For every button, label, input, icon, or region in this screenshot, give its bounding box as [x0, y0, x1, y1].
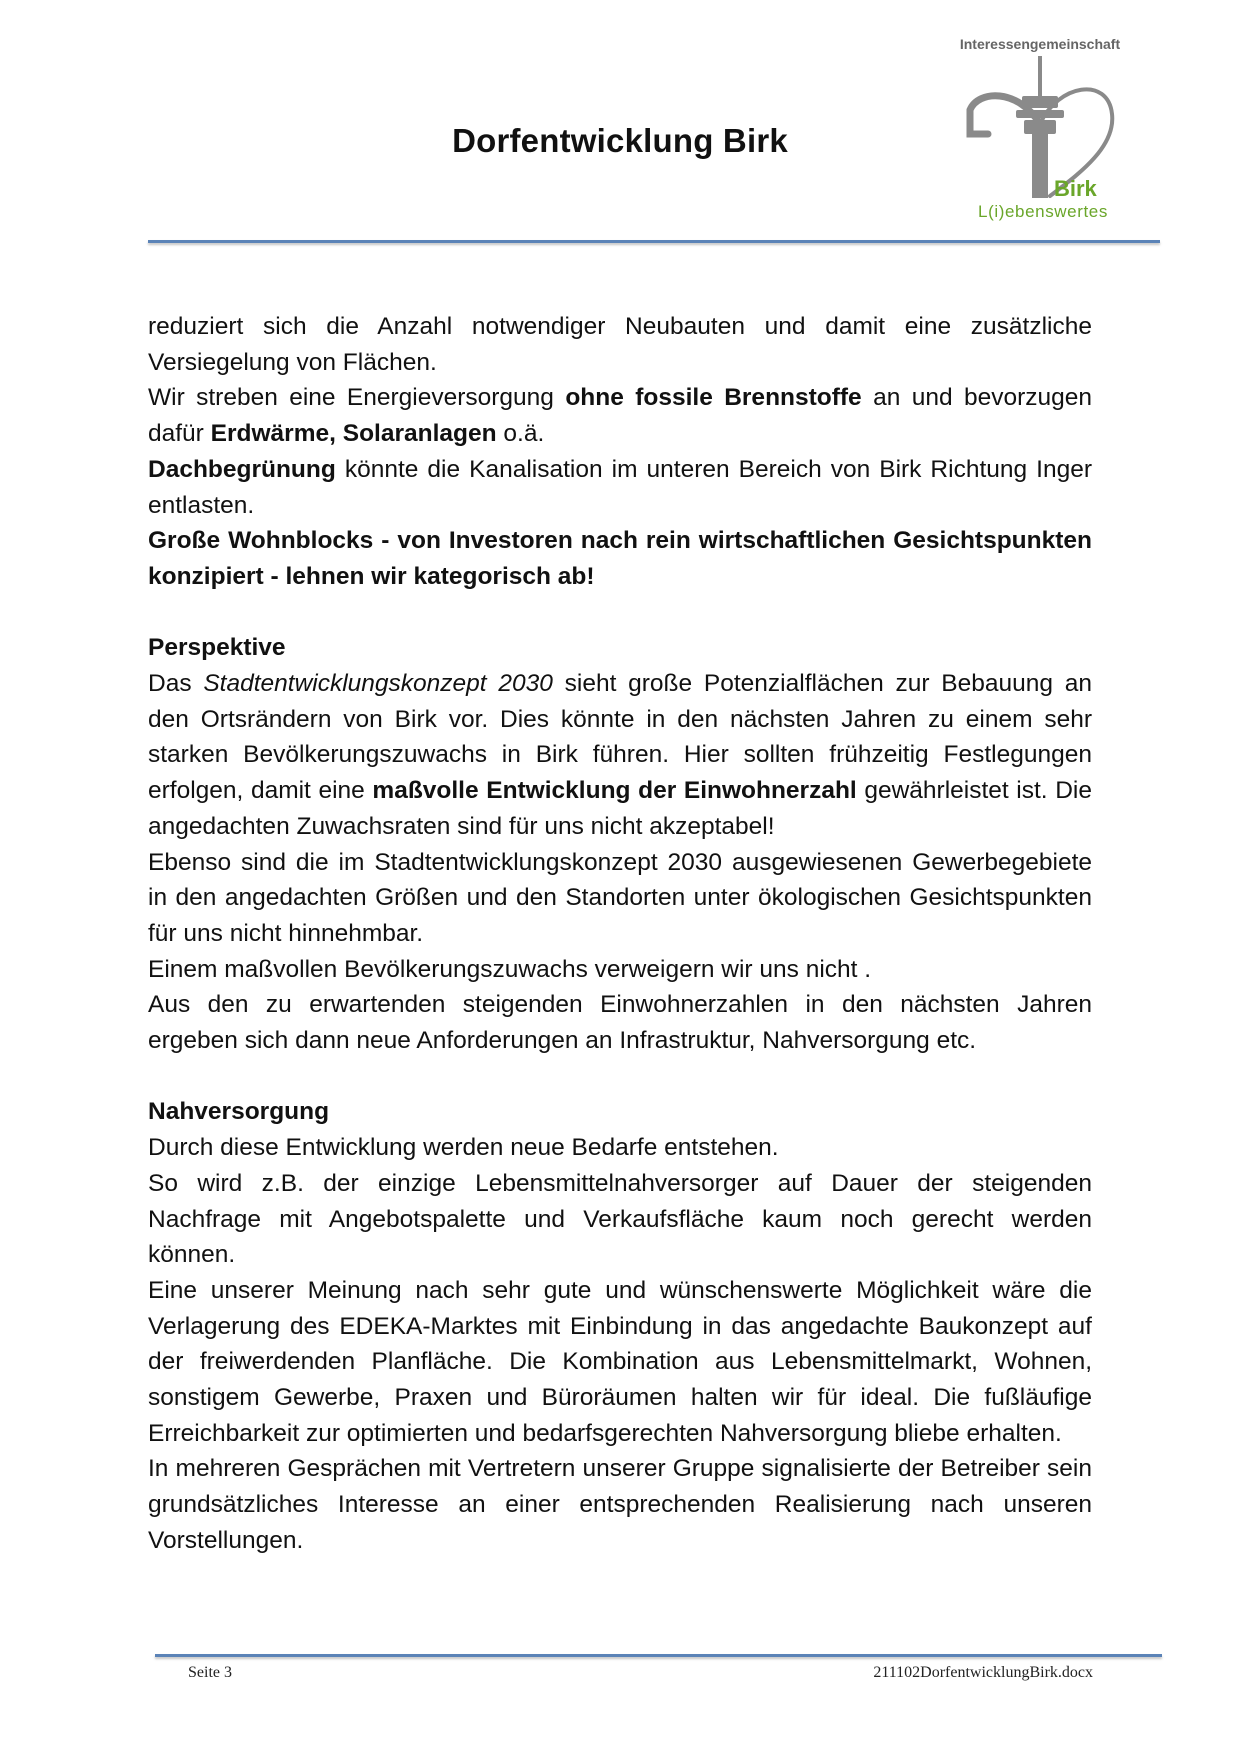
ig-birk-logo — [958, 28, 1122, 224]
tower-heart-icon — [958, 28, 1122, 224]
spacer — [148, 595, 1092, 631]
logo-birk-text: Birk — [1054, 176, 1097, 201]
paragraph: Wir streben eine Energieversorgung ohne fossile Brennstoffe an und bevorzugen dafür Erdwärme, Solaranlagen o.ä. — [148, 384, 1092, 448]
paragraph: In mehreren Gesprächen mit Vertretern unserer Gruppe signalisierte der Betreiber sein grundsätzliches Interesse an einer entsprechenden Realisierung nach unseren Vorstellungen. — [148, 1455, 1092, 1554]
header-divider — [148, 240, 1160, 243]
paragraph: Das Stadtentwicklungskonzept 2030 sieht große Potenzialflächen zur Bebauung an den Ortsrändern von Birk vor. Dies könnte in den nächsten Jahren zu einem sehr starken Bevölkerungszuwachs in Birk führen. Hier sollten frühzeitig Festlegungen erfolgen, damit eine maßvolle Entwicklung der Einwohnerzahl gewährleistet ist. Die angedachten Zuwachsraten sind für uns nicht akzeptabel! — [148, 670, 1092, 840]
section-heading-perspektive: Perspektive — [148, 634, 286, 662]
paragraph: Durch diese Entwicklung werden neue Bedarfe entstehen. — [148, 1134, 779, 1162]
paragraph: Dachbegrünung könnte die Kanalisation im unteren Bereich von Birk Richtung Inger entlasten. — [148, 455, 1092, 519]
paragraph: So wird z.B. der einzige Lebensmittelnahversorger auf Dauer der steigenden Nachfrage mit Angebotspalette und Verkaufsfläche kaum noch gerecht werden können. — [148, 1169, 1092, 1269]
footer-divider — [155, 1654, 1162, 1657]
paragraph-emphasis: Große Wohnblocks - von Investoren nach rein wirtschaftlichen Gesichtspunkten konzipiert - lehnen wir kategorisch ab! — [148, 527, 1092, 590]
section-heading-nahversorgung: Nahversorgung — [148, 1098, 330, 1126]
paragraph: Einem maßvollen Bevölkerungszuwachs verweigern wir uns nicht . — [148, 955, 872, 983]
logo-subtitle: L(i)ebenswertes — [978, 202, 1108, 221]
paragraph: reduziert sich die Anzahl notwendiger Neubauten und damit eine zusätzliche Versiegelung von Flächen. — [148, 313, 1092, 376]
file-name: 211102DorfentwicklungBirk.docx — [873, 1664, 1093, 1681]
paragraph: Aus den zu erwartenden steigenden Einwohnerzahlen in den nächsten Jahren ergeben sich dann neue Anforderungen an Infrastruktur, Nahversorgung etc. — [148, 991, 1092, 1055]
paragraph: Eine unserer Meinung nach sehr gute und wünschenswerte Möglichkeit wäre die Verlagerung des EDEKA-Marktes mit Einbindung in das angedachte Baukonzept auf der freiwerdenden Planfläche. Die Kombination aus Lebensmittelmarkt, Wohnen, sonstigem Gewerbe, Praxen und Büroräumen halten wir für ideal. Die fußläufige Erreichbarkeit zur optimierten und bedarfsgerechten Nahversorgung bliebe erhalten. — [148, 1276, 1092, 1447]
page-title: Dorfentwicklung Birk — [452, 122, 788, 159]
document-body — [148, 309, 1092, 1559]
paragraph: Ebenso sind die im Stadtentwicklungskonzept 2030 ausgewiesenen Gewerbegebiete in den angedachten Größen und den Standorten unter ökologischen Gesichtspunkten für uns nicht hinnehmbar. — [148, 848, 1092, 947]
logo-org-name: Interessengemeinschaft — [959, 36, 1121, 52]
spacer — [148, 1059, 1092, 1095]
page-number: Seite 3 — [188, 1664, 232, 1681]
